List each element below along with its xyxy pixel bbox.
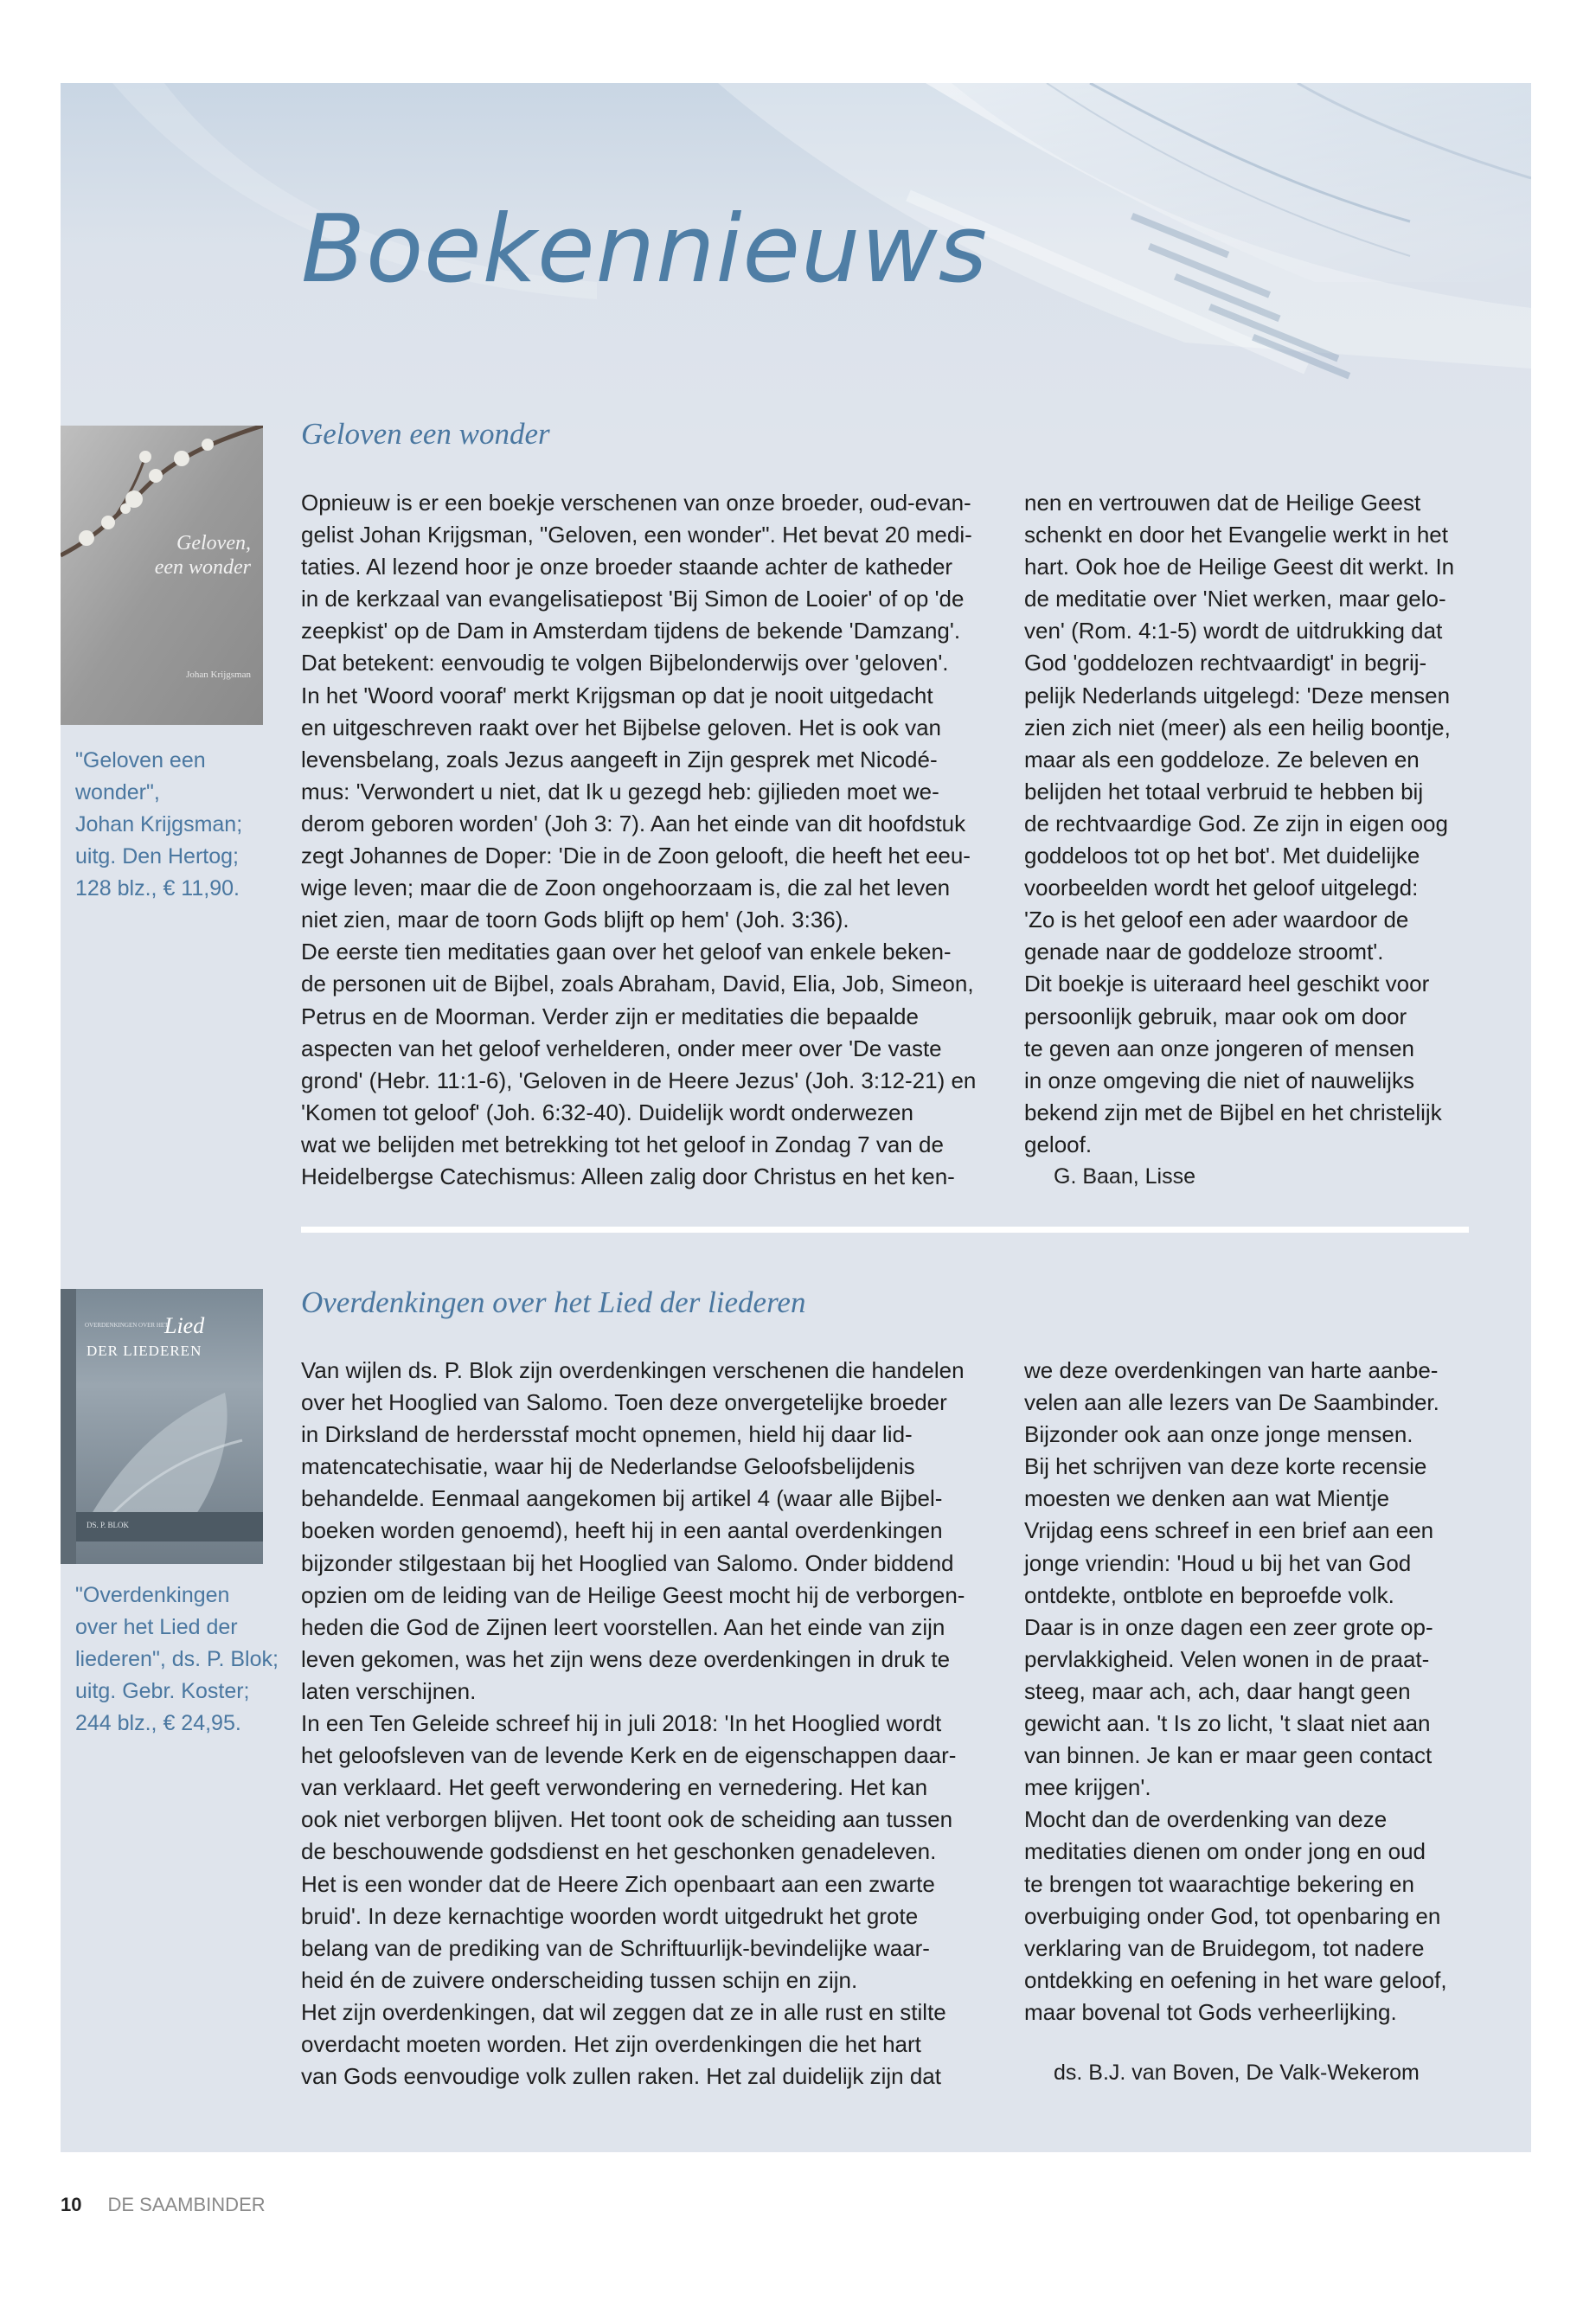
cover-subtitle: DER LIEDEREN [87,1343,202,1359]
article-heading: Overdenkingen over het Lied der liederen [301,1285,806,1319]
cover-title: Lied [164,1313,205,1338]
cover-title: Geloven, een wonder [154,532,251,579]
page-footer [61,2194,266,2216]
book-cover-geloven-een-wonder [61,426,263,725]
publication-name: DE SAAMBINDER [107,2194,266,2215]
article-divider [301,1227,1469,1233]
article-column-1: Van wijlen ds. P. Blok zijn overdenkingen verschenen die handelen over het Hooglied van Salomo. Toen deze onvergetelijke broeder in Dirksland de herdersstaf mocht opnemen, hield hij daar lid- matencatechisatie, waar hij de Nederlandse Geloofsbelijdenis behandelde. Eenmaal aangekomen bij artikel 4 (waar alle Bijbel- boeken worden genoemd), heeft hij in een aantal overdenkingen bijzonder stilgestaan bij het Hooglied van Salomo. Onder biddend opzien om de leiding van de Heilige Geest mocht hij de verborgen- heden die God de Zijnen leert voorstellen. Aan het einde van zijn leven gekomen, was het zijn wens deze overdenkingen in druk te laten verschijnen. In een Ten Geleide schreef hij in juli 2018: 'In het Hooglied wordt het geloofsleven van de levende Kerk en de eigenschappen daar- van verklaard. Het geeft verwondering en vernedering. Het kan ook niet verborgen blijven. Het toont ook de scheiding aan tussen de beschouwende godsdienst en het geschonken genadeleven. Het is een wonder dat de Heere Zich openbaart aan een zwarte bruid'. In deze kernachtige woorden wordt uitgedrukt het grote belang van de prediking van de Schriftuurlijk-bevindelijke waar- heid én de zuivere onderscheiding tussen schijn en zijn. Het zijn overdenkingen, dat wil zeggen dat ze in alle rust en stilte overdacht moeten worden. Het zijn overdenkingen die het hart van Gods eenvoudige volk zullen raken. Het zal duidelijk zijn dat [301,1357,965,2090]
book-cover-lied-der-liederen [61,1289,263,1564]
article-column-2: nen en vertrouwen dat de Heilige Geest schenkt en door het Evangelie werkt in het hart. Ook hoe de Heilige Geest dit werkt. In de meditatie over 'Niet werken, maar gelo- ven' (Rom. 4:1-5) wordt de uitdrukking dat God 'goddelozen rechtvaardigt' in begrij- pelijk Nederlands uitgelegd: 'Deze mensen zien zich niet (meer) als een heilig boontje, maar als een goddeloze. Ze beleven en belijden het totaal verbruid te hebben bij de rechtvaardige God. Ze zijn in eigen oog goddeloos tot op het bot'. Met duidelijke voorbeelden wordt het geloof uitgelegd: 'Zo is het geloof een ader waardoor de genade naar de goddeloze stroomt'. Dit boekje is uiteraard heel geschikt voor persoonlijk gebruik, maar ook om door te geven aan onze jongeren of mensen in onze omgeving die niet of nauwelijks bekend zijn met de Bijbel en het christelijk geloof. G. Baan, Lisse [1024,487,1454,1193]
content-panel [61,83,1531,2152]
book-caption: "Overdenkingen over het Lied der liederen", ds. P. Blok; uitg. Gebr. Koster; 244 blz., € 24,95. [75,1583,279,1735]
article-heading: Geloven een wonder [301,417,550,451]
page-number: 10 [61,2194,82,2215]
article-column-2: we deze overdenkingen van harte aanbe- velen aan alle lezers van De Saambinder. Bijzonder ook aan onze jonge mensen. Bij het schrijven van deze korte recensie moesten we denken aan wat Mientje Vrijdag eens schreef in een brief aan een jonge vriendin: 'Houd u bij het van God ontdekte, ontblote en beproefde volk. Daar is in onze dagen een zeer grote op- pervlakkigheid. Velen wonen in de praat- steeg, maar ach, ach, daar hangt geen gewicht aan. 't Is zo licht, 't slaat niet aan van binnen. Je kan er maar geen contact mee krijgen'. Mocht dan de overdenking van deze meditaties dienen om onder jong en oud te brengen tot waarachtige bekering en overbuiging onder God, tot openbaring en verklaring van de Bruidegom, tot nadere ontdekking en oefening in het ware geloof, maar bovenal tot Gods verheerlijking. [1024,1357,1447,2025]
article-column-1: Opnieuw is er een boekje verschenen van onze broeder, oud-evan- gelist Johan Krijgsman, "Geloven, een wonder". Het bevat 20 medi- taties. Al lezend hoor je onze broeder staande achter de katheder in de kerkzaal van evangelisatiepost 'Bij Simon de Looier' of op 'de zeepkist' op de Dam in Amsterdam tijdens de bekende 'Damzang'. Dat betekent: eenvoudig te volgen Bijbelonderwijs over 'geloven'. In het 'Woord vooraf' merkt Krijgsman op dat je nooit uitgedacht en uitgeschreven raakt over het Bijbelse geloven. Het is ook van levensbelang, zoals Jezus aangeeft in Zijn gesprek met Nicodé- mus: 'Verwondert u niet, dat Ik u gezegd heb: gijlieden moet we- derom geboren worden' (Joh 3: 7). Aan het einde van dit hoofdstuk zegt Johannes de Doper: 'Die in de Zoon gelooft, die heeft het eeu- wige leven; maar die de Zoon ongehoorzaam is, die zal het leven niet zien, maar de toorn Gods blijft op hem' (Joh. 3:36). De eerste tien meditaties gaan over het geloof van enkele beken- de personen uit de Bijbel, zoals Abraham, David, Elia, Job, Simeon, Petrus en de Moorman. Verder zijn er meditaties die bepaalde aspecten van het geloof verhelderen, onder meer over 'De vaste grond' (Hebr. 11:1-6), 'Geloven in de Heere Jezus' (Joh. 3:12-21) en 'Komen tot geloof' (Joh. 6:32-40). Duidelijk wordt onderwezen wat we belijden met betrekking tot het geloof in Zondag 7 van de Heidelbergse Catechismus: Alleen zalig door Christus en het ken- [301,490,977,1189]
cover-title-small: OVERDENKINGEN OVER HET [85,1322,169,1329]
page-title: Boekennieuws [301,195,988,304]
article-signature: G. Baan, Lisse [1054,1163,1195,1189]
book-caption: "Geloven een wonder", Johan Krijgsman; uitg. Den Hertog; 128 blz., € 11,90. [75,748,243,901]
cover-author: DS. P. BLOK [87,1521,130,1529]
cover-author: Johan Krijgsman [186,670,251,680]
article-signature: ds. B.J. van Boven, De Valk-Wekerom [1054,2061,1420,2085]
